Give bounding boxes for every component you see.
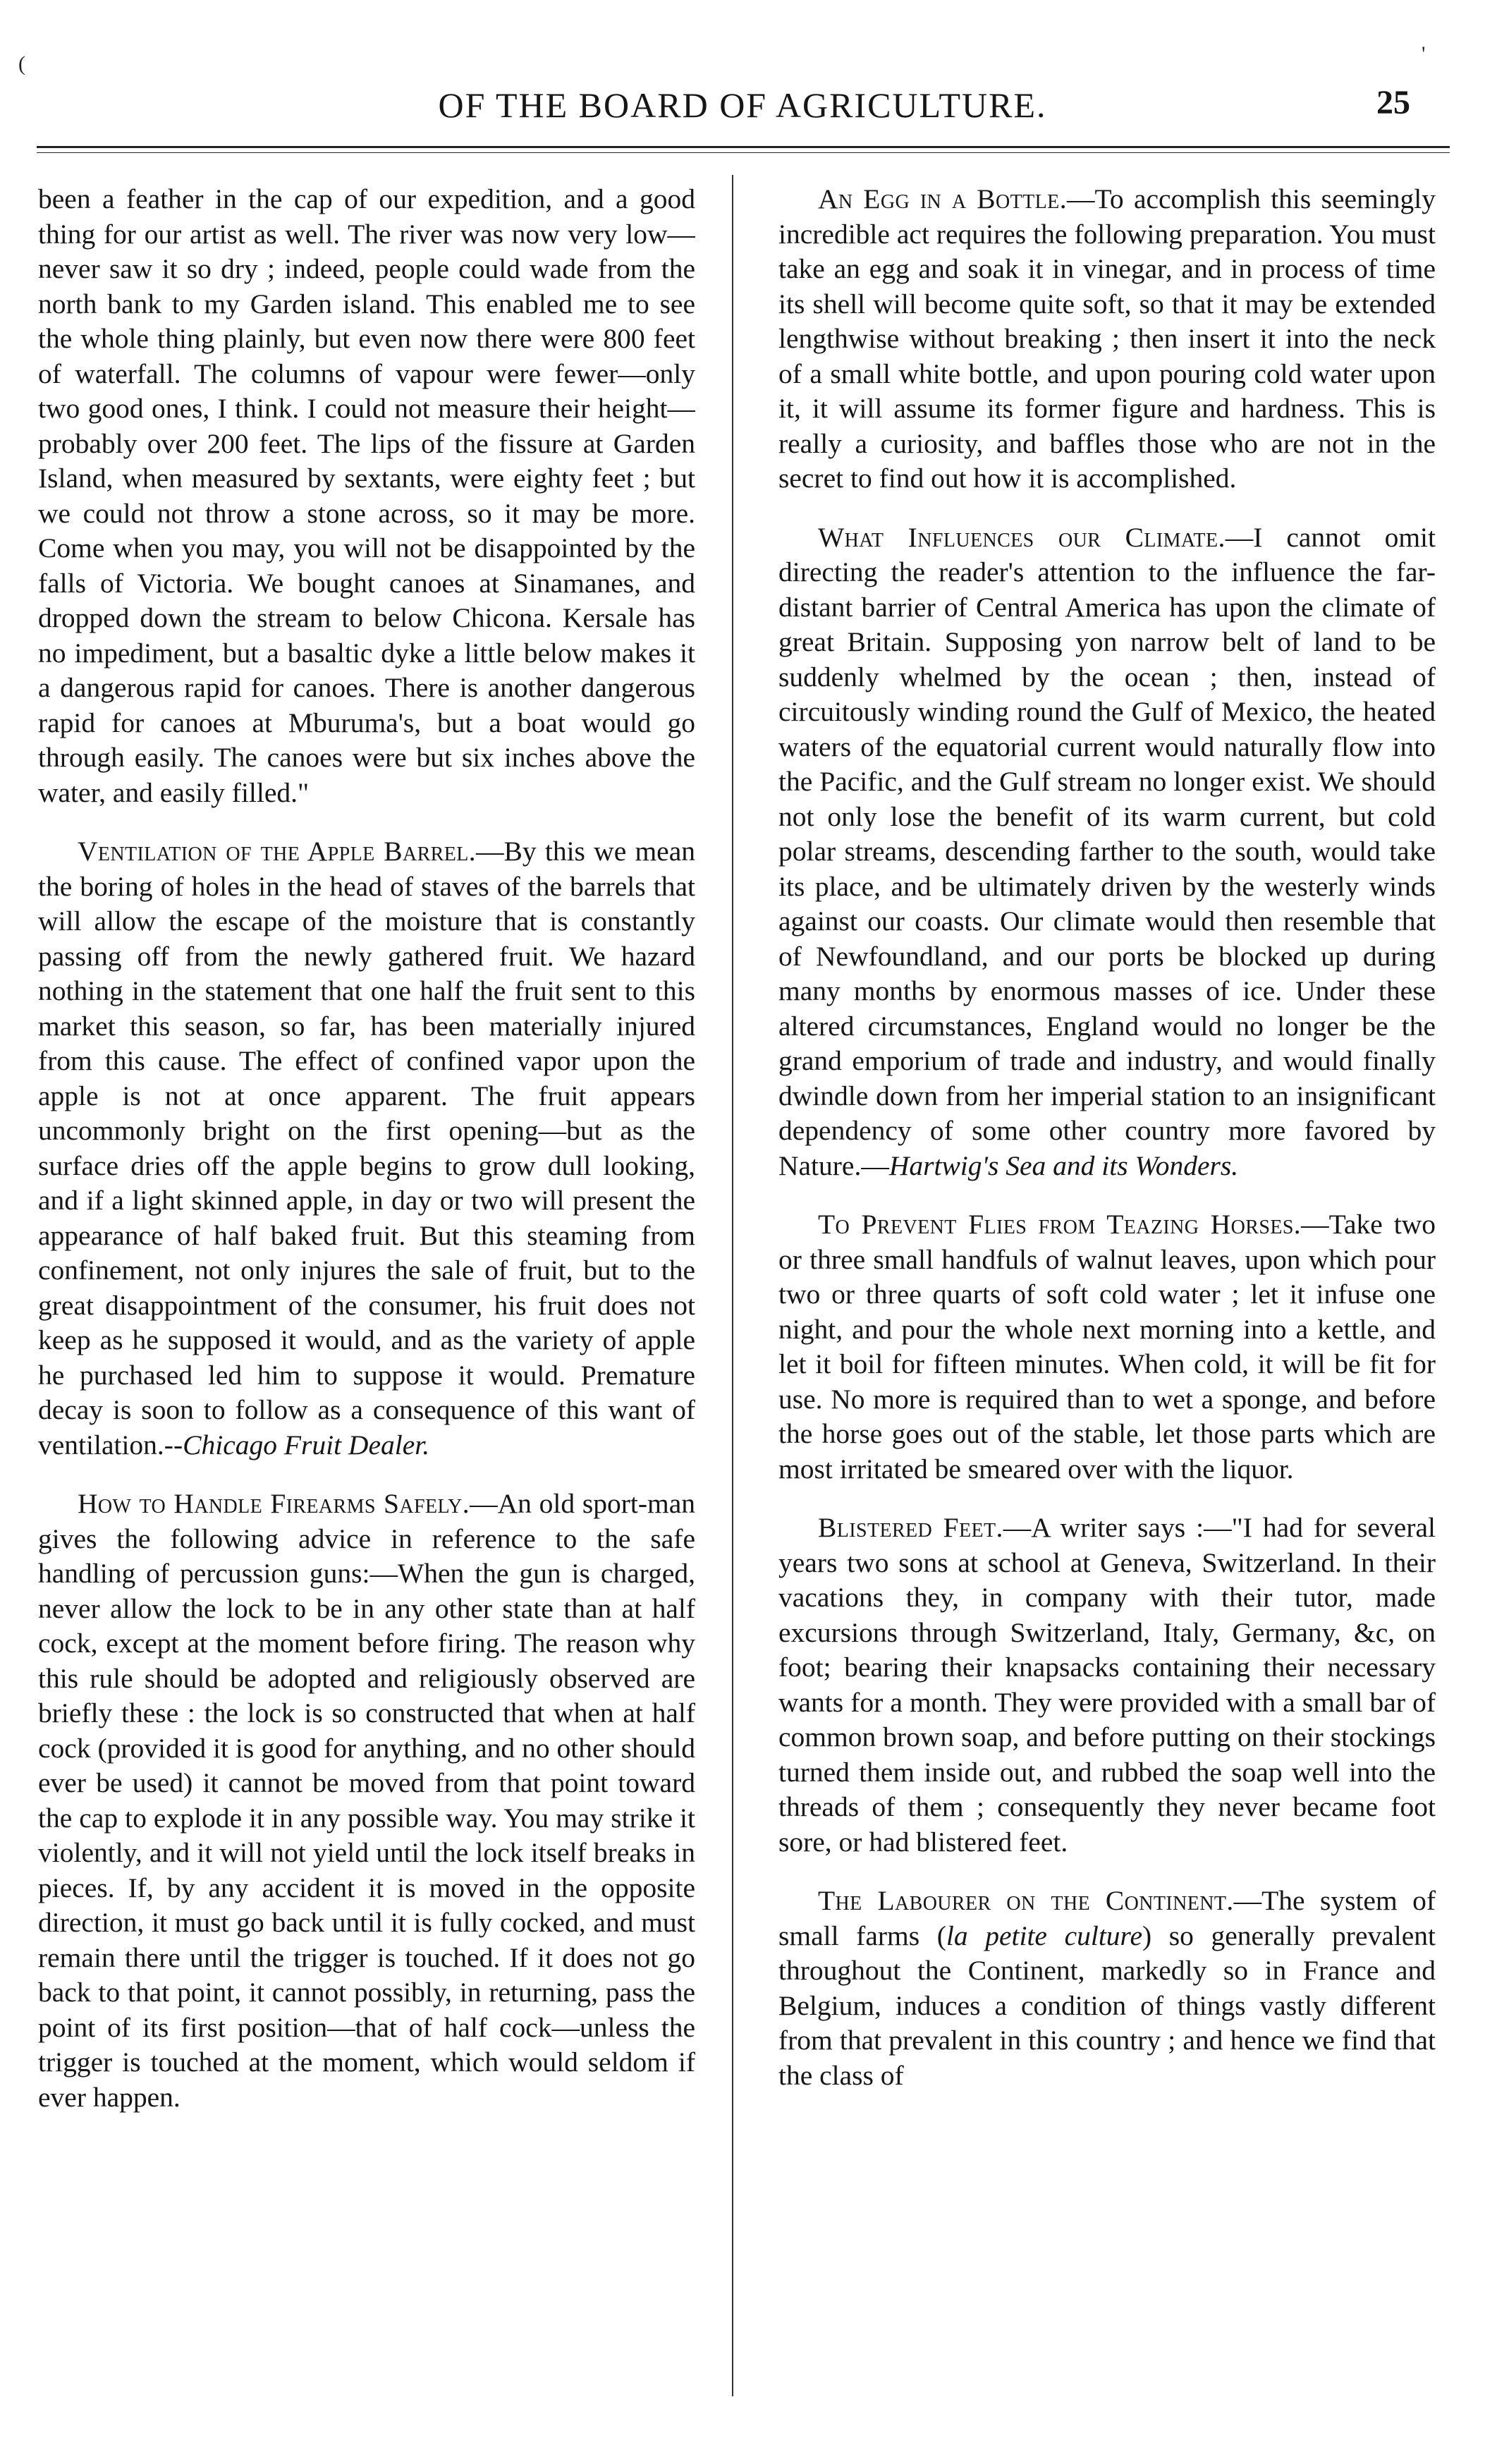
corner-mark-left: (	[18, 52, 25, 75]
article-source: Chicago Fruit Dealer.	[183, 1429, 430, 1460]
header-rule-thin	[37, 152, 1450, 153]
article-heading: Blistered Feet.	[818, 1512, 1003, 1543]
article-heading: How to Handle Firearms Safely.	[78, 1488, 470, 1519]
continued-article	[38, 182, 695, 810]
continued-article-text: been a feather in the cap of our expedition, and a good thing for our artist as well. The river was now very low—never saw it so dry ; indeed, people could wade from the north bank to my Garden island. This enabled me to see the whole thing plainly, but even now there were 800 feet of waterfall. The columns of vapour were fewer—only two good ones, I think. I could not measure their height—probably over 200 feet. The lips of the fissure at Garden Island, when measured by sextants, were eighty feet ; but we could not throw a stone across, so it may be more. Come when you may, you will not be disappointed by the falls of Victoria. We bought canoes at Sinamanes, and dropped down the stream to below Chicona. Kersale has no impediment, but a basaltic dyke a little below makes it a dangerous rapid for canoes. There is another dangerous rapid for canoes at Mburuma's, but a boat would go through easily. The canoes were but six inches above the water, and easily filled."	[38, 183, 695, 808]
article-source: Hartwig's Sea and its Wonders.	[888, 1149, 1239, 1181]
article-body: —I cannot omit directing the reader's attention to the influence the far-distant barrier of Central America has upon the climate of great Britain. Supposing yon narrow belt of land to be suddenly whelmed by the ocean ; then, instead of circuitously winding round the Gulf of Mexico, the heated waters of the equatorial current would naturally flow into the Pacific, and the Gulf stream no longer exist. We should not only lose the benefit of its warm current, but cold polar streams, descending farther to the south, would take its place, and be ultimately driven by the westerly winds against our coasts. Our climate would then resemble that of Newfoundland, and our ports be blocked up during many months by enormous masses of ice. Under these altered circumstances, England would no longer be the grand emporium of trade and industry, and would finally dwindle down from her imperial station to an insignificant dependency of some other country more favored by Nature.—	[778, 521, 1436, 1181]
page-number: 25	[1376, 84, 1410, 121]
article-heading: What Influences our Climate.	[818, 521, 1226, 553]
article-body: —Take two or three small handfuls of walnut leaves, upon which pour two or three quarts of soft cold water ; let it infuse one night, and pour the whole next morning into a kettle, and let it boil for fifteen minutes. When cold, it will be fit for use. No more is required than to wet a sponge, and before the horse goes out of the stable, let those parts which are most irritated be smeared over with the liquor.	[778, 1209, 1436, 1484]
article-egg-bottle	[778, 182, 1436, 496]
article-body: —The system of small farms (	[778, 1885, 1436, 1951]
article-blistered-feet	[778, 1511, 1436, 1860]
right-column	[778, 182, 1436, 2403]
article-body-continued: ) so generally prevalent throughout the Continent, markedly so in France and Belgium, induces a condition of things vastly different from that prevalent in this country ; and hence we find that the class of	[778, 1920, 1436, 2091]
article-horse-flies	[778, 1207, 1436, 1487]
article-climate	[778, 520, 1436, 1184]
running-head: OF THE BOARD OF AGRICULTURE.	[438, 85, 1047, 125]
article-body: —An old sport-man gives the following advice in reference to the safe handling of percussion guns:—When the gun is charged, never allow the lock to be in any other state than at half cock, except at the moment before firing. The reason why this rule should be adopted and religiously observed are briefly these : the lock is so constructed that when at half cock (provided it is good for anything, and no other should ever be used) it cannot be moved from that point toward the cap to explode it in any possible way. You may strike it violently, and it will not yield until the lock itself breaks in pieces. If, by any accident it is moved in the opposite direction, it must go back until it is fully cocked, and must remain there until the trigger is touched. If it does not go back to that point, it cannot possibly, in returning, pass the point of its first position—that of half cock—unless the trigger is touched at the moment, which would seldom if ever happen.	[38, 1488, 695, 2113]
article-heading: An Egg in a Bottle.	[818, 183, 1067, 214]
article-body: —A writer says :—"I had for several years two sons at school at Geneva, Switzerland. In their vacations they, in company with their tutor, made excursions through Switzerland, Italy, Germany, &c, on foot; bearing their knapsacks containing their necessary wants for a month. They were provided with a small bar of common brown soap, and before putting on their stockings turned them inside out, and rubbed the soap well into the threads of them ; consequently they never became foot sore, or had blistered feet.	[778, 1512, 1436, 1858]
article-emphasis: la petite culture	[946, 1920, 1142, 1951]
article-heading: The Labourer on the Continent.	[818, 1885, 1234, 1916]
corner-mark-right: '	[1422, 42, 1426, 66]
left-column	[38, 182, 695, 2403]
column-divider	[732, 175, 733, 2396]
header-rule-thick	[37, 146, 1450, 148]
article-apple-barrel	[38, 834, 695, 1463]
article-firearms	[38, 1487, 695, 2115]
article-heading: Ventilation of the Apple Barrel.	[78, 836, 477, 867]
article-labourer	[778, 1884, 1436, 2093]
article-body: —To accomplish this seemingly incredible act requires the following preparation. You must take an egg and soak it in vinegar, and in process of time its shell will become quite soft, so that it may be extended lengthwise without breaking ; then insert it into the neck of a small white bottle, and upon pouring cold water upon it, it will assume its former figure and hardness. This is really a curiosity, and baffles those who are not in the secret to find out how it is accomplished.	[778, 183, 1436, 494]
article-heading: To Prevent Flies from Teazing Horses.	[818, 1209, 1302, 1240]
article-body: —By this we mean the boring of holes in the head of staves of the barrels that will allow the escape of the moisture that is constantly passing off from the newly gathered fruit. We hazard nothing in the statement that one half the fruit sent to this market this season, so far, has been materially injured from this cause. The effect of confined vapor upon the apple is not at once apparent. The fruit appears uncommonly bright on the first opening—but as the surface dries off the apple begins to grow dull looking, and if a light skinned apple, in day or two will present the appearance of half baked fruit. But this steaming from confinement, not only injures the sale of fruit, but to the great disappointment of the consumer, his fruit does not keep as he supposed it would, and as the variety of apple he purchased led him to suppose it would. Premature decay is soon to follow as a consequence of this want of ventilation.--	[38, 836, 695, 1460]
page-header	[0, 83, 1485, 126]
